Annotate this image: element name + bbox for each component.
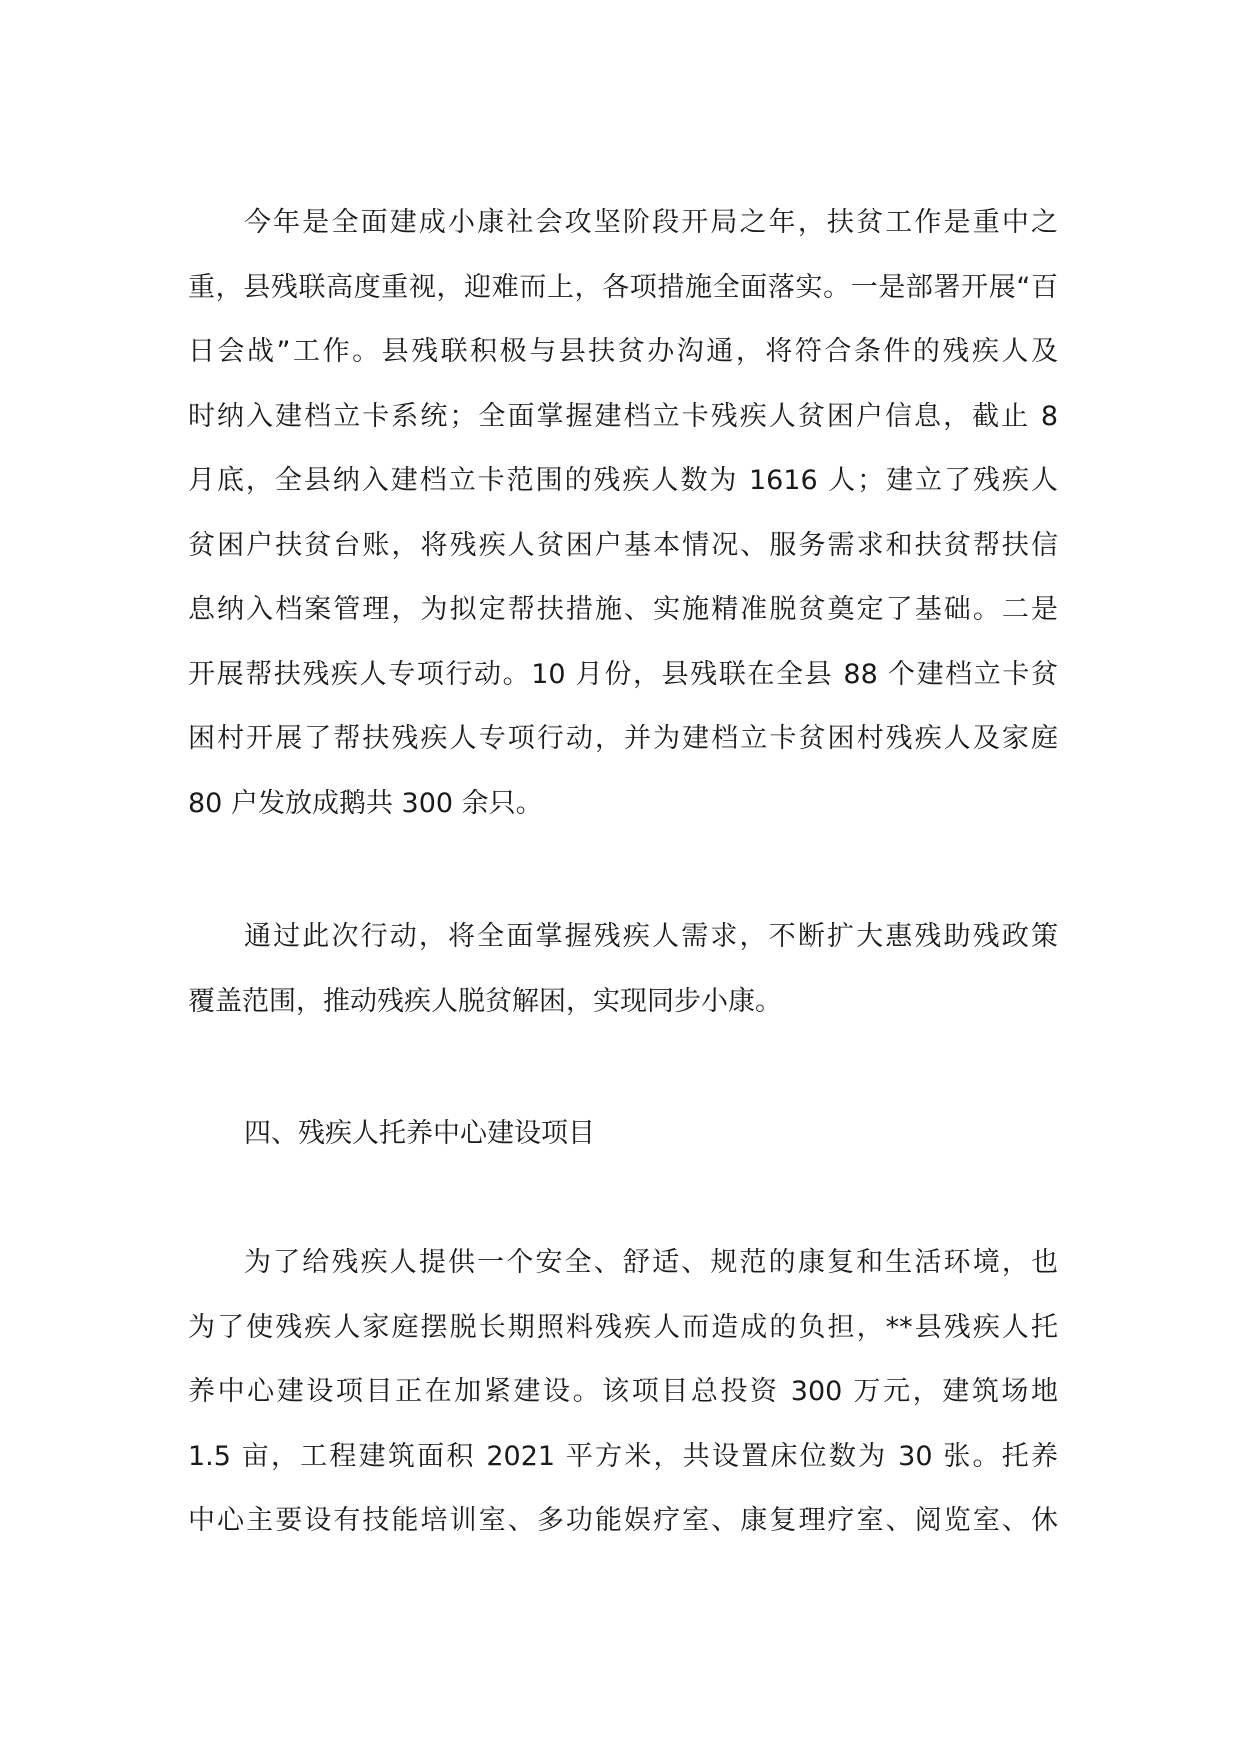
paragraph-line: 为了给残疾人提供一个安全、舒适、规范的康复和生活环境，也 <box>244 1247 1058 1278</box>
paragraph-line: 覆盖范围，推动残疾人脱贫解困，实现同步小康。 <box>188 985 782 1017</box>
paragraph-line: 今年是全面建成小康社会攻坚阶段开局之年，扶贫工作是重中之 <box>244 207 1058 238</box>
paragraph-line: 80 户发放成鹅共 300 余只。 <box>188 787 543 819</box>
paragraph-line: 日会战”工作。县残联积极与县扶贫办沟通，将符合条件的残疾人及 <box>188 336 1058 367</box>
section-heading-4 <box>188 1102 1058 1167</box>
paragraph-line: 时纳入建档立卡系统；全面掌握建档立卡残疾人贫困户信息，截止 8 <box>188 400 1058 432</box>
paragraph-line: 开展帮扶残疾人专项行动。10 月份，县残联在全县 88 个建档立卡贫 <box>188 658 1058 690</box>
paragraph-3 <box>188 1231 1058 1554</box>
section-heading: 四、残疾人托养中心建设项目 <box>244 1118 595 1149</box>
paragraph-line: 为了使残疾人家庭摆脱长期照料残疾人而造成的负担，**县残疾人托 <box>188 1311 1058 1343</box>
paragraph-line: 息纳入档案管理，为拟定帮扶措施、实施精准脱贫奠定了基础。二是 <box>188 594 1058 625</box>
paragraph-line: 重，县残联高度重视，迎难而上，各项措施全面落实。一是部署开展“百 <box>188 271 1058 303</box>
paragraph-line: 贫困户扶贫台账，将残疾人贫困户基本情况、服务需求和扶贫帮扶信 <box>188 529 1058 561</box>
paragraph-2 <box>188 905 1058 1034</box>
paragraph-line: 困村开展了帮扶残疾人专项行动，并为建档立卡贫困村残疾人及家庭 <box>188 723 1058 754</box>
paragraph-line: 1.5 亩，工程建筑面积 2021 平方米，共设置床位数为 30 张。托养 <box>188 1440 1058 1472</box>
paragraph-1 <box>188 191 1058 836</box>
paragraph-line: 月底，全县纳入建档立卡范围的残疾人数为 1616 人；建立了残疾人 <box>188 465 1058 496</box>
paragraph-line: 养中心建设项目正在加紧建设。该项目总投资 300 万元，建筑场地 <box>188 1376 1058 1407</box>
paragraph-line: 通过此次行动，将全面掌握残疾人需求，不断扩大惠残助残政策 <box>244 921 1058 952</box>
paragraph-line: 中心主要设有技能培训室、多功能娱疗室、康复理疗室、阅览室、休 <box>188 1505 1058 1536</box>
